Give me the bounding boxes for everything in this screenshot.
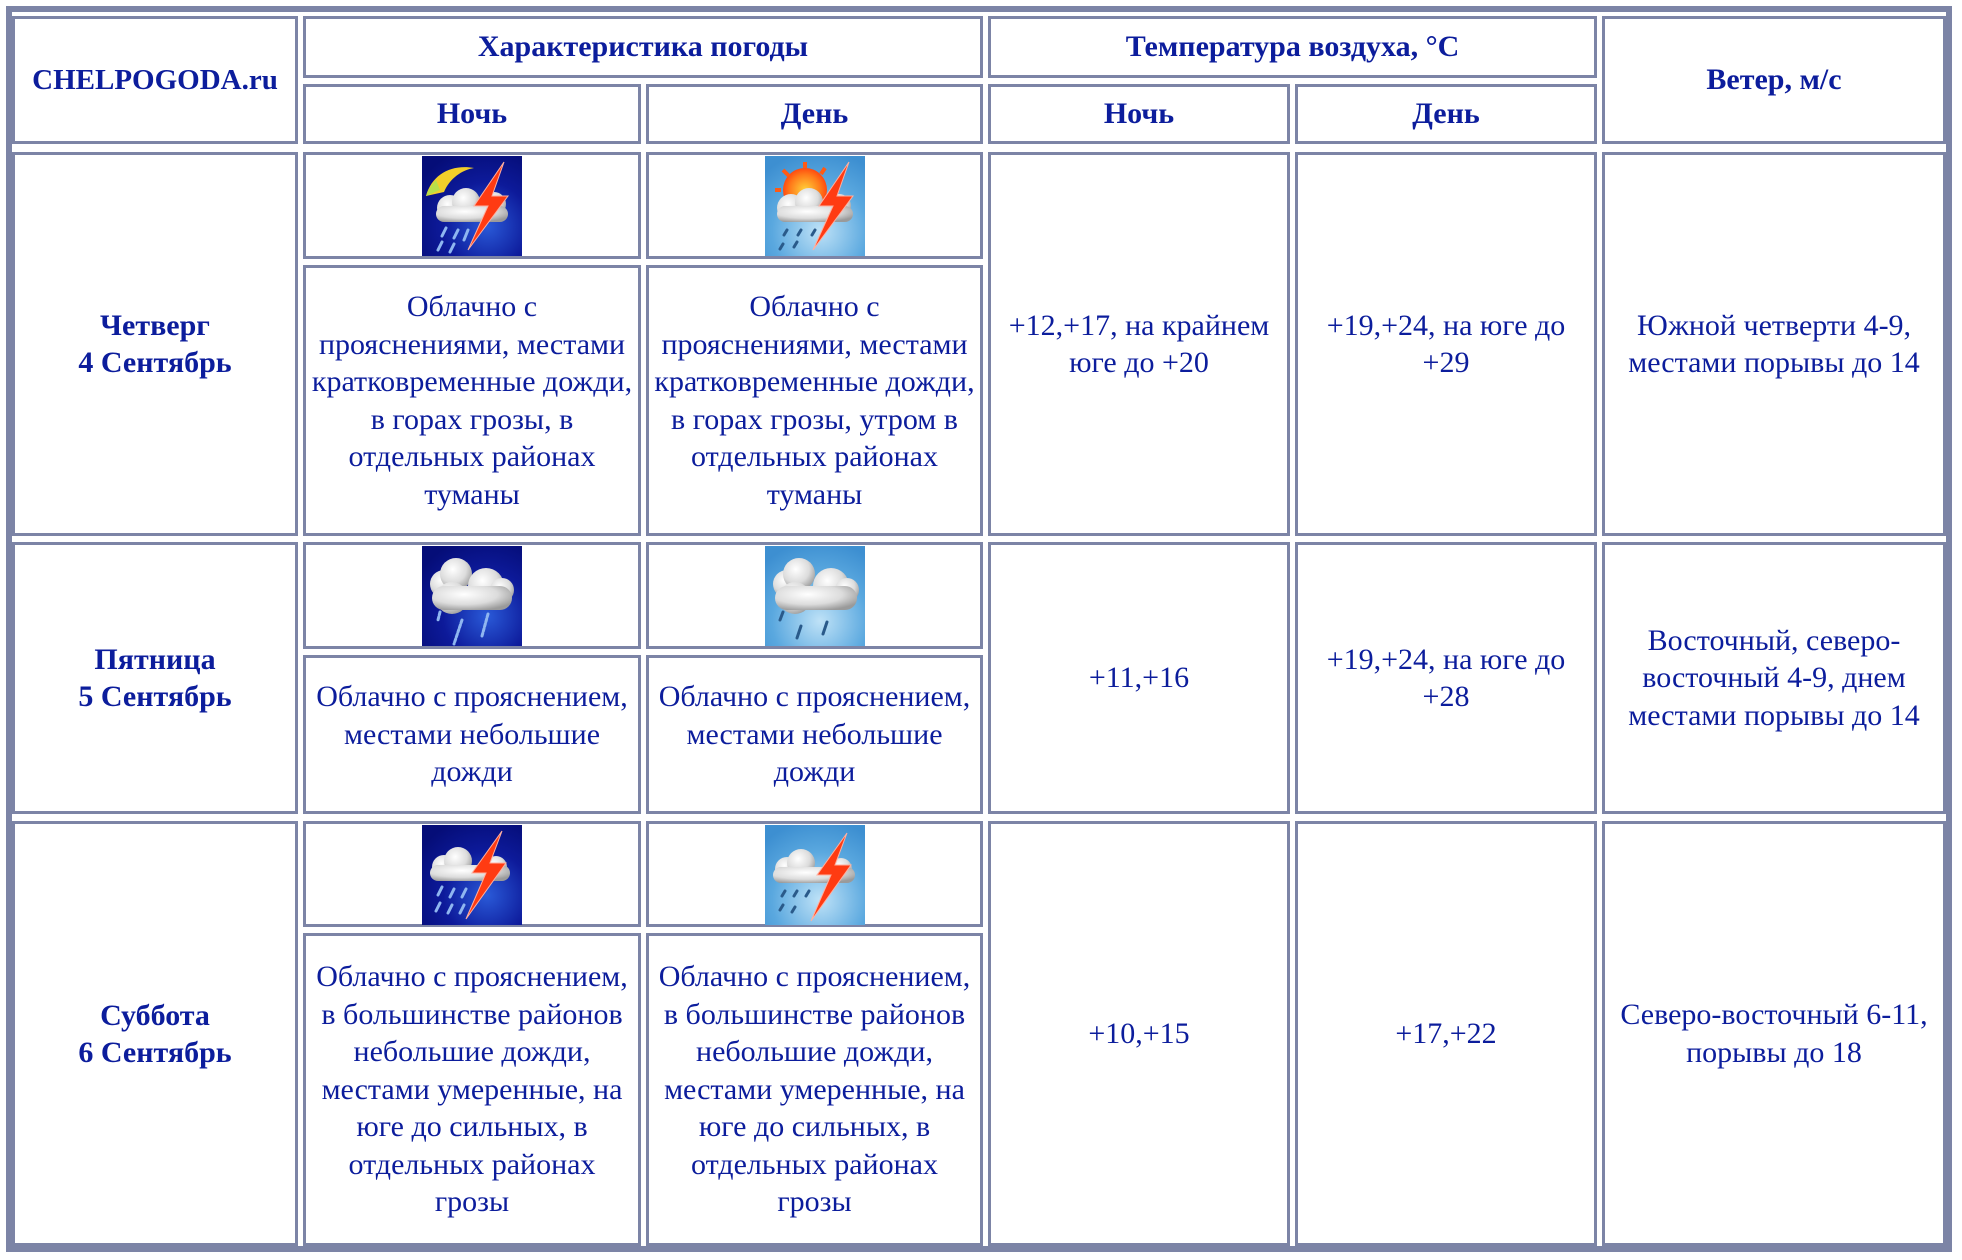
night-icon-cell <box>303 821 641 927</box>
night-description: Облачно с прояснением, в большинстве районов небольшие дожди, местами умеренные, на юге до сильных, в отдельных районах грозы <box>316 960 628 1219</box>
temp-day-cell <box>1295 542 1597 814</box>
wind-cell <box>1602 152 1946 536</box>
day-label <box>74 997 235 1071</box>
header-temp-day <box>1295 84 1597 144</box>
day-cloud-thunderstorm-icon <box>765 825 865 925</box>
header-weather-characteristics <box>303 16 983 78</box>
temp-day: +19,+24, на юге до +29 <box>1326 308 1566 379</box>
weekday: Пятница <box>94 643 216 676</box>
temp-night: +12,+17, на крайнем юге до +20 <box>1008 308 1270 379</box>
day-description-cell <box>646 265 983 536</box>
temp-day-cell <box>1295 821 1597 1246</box>
day-icon-cell <box>646 821 983 927</box>
day-label-cell <box>12 542 298 814</box>
night-description: Облачно с прояснениями, местами кратковременные дожди, в горах грозы, в отдельных районах туманы <box>311 290 633 511</box>
header-temp-night <box>988 84 1290 144</box>
wind: Северо-восточный 6-11, порывы до 18 <box>1620 998 1928 1069</box>
night-description-cell <box>303 655 641 814</box>
day-description-cell <box>646 933 983 1246</box>
day-description-cell <box>646 655 983 814</box>
header-wind <box>1602 16 1946 144</box>
day-label-cell <box>12 821 298 1246</box>
day-icon-cell <box>646 542 983 649</box>
brand-cell <box>12 16 298 144</box>
day-description: Облачно с прояснением, местами небольшие дожди <box>658 680 971 789</box>
day-label <box>74 641 235 715</box>
temp-night: +11,+16 <box>1088 661 1190 695</box>
wind: Восточный, северо-восточный 4-9, днем местами порывы до 14 <box>1628 623 1920 732</box>
night-cloudy-rain-icon <box>422 546 522 646</box>
header-label: Характеристика погоды <box>477 30 809 63</box>
header-label: Ветер, м/с <box>1706 63 1842 96</box>
day-icon-cell <box>646 152 983 259</box>
temp-night-cell <box>988 152 1290 536</box>
day-description: Облачно с прояснением, в большинстве районов небольшие дожди, местами умеренные, на юге до сильных, в отдельных районах грозы <box>658 960 971 1219</box>
header-weather-day <box>646 84 983 144</box>
header-label: Ночь <box>1103 97 1175 130</box>
temp-day-cell <box>1295 152 1597 536</box>
day-cloudy-rain-icon <box>765 546 865 646</box>
header-air-temperature <box>988 16 1597 78</box>
header-label: День <box>780 97 849 130</box>
temp-day: +19,+24, на юге до +28 <box>1326 642 1566 713</box>
temp-night-cell <box>988 821 1290 1246</box>
weekday: Суббота <box>100 998 210 1032</box>
temp-day: +17,+22 <box>1395 1016 1497 1050</box>
header-weather-night <box>303 84 641 144</box>
date: 4 Сентябрь <box>78 346 232 379</box>
night-icon-cell <box>303 542 641 649</box>
date: 6 Сентябрь <box>78 1035 232 1069</box>
header-label: Ночь <box>436 97 508 130</box>
wind-cell <box>1602 821 1946 1246</box>
header-label: День <box>1412 97 1480 130</box>
temp-night: +10,+15 <box>1088 1016 1190 1050</box>
wind: Южной четверти 4-9, местами порывы до 14 <box>1628 308 1920 379</box>
day-description: Облачно с прояснениями, местами кратковременные дожди, в горах грозы, утром в отдельных районах туманы <box>654 290 975 511</box>
night-description-cell <box>303 933 641 1246</box>
night-icon-cell <box>303 152 641 259</box>
temp-night-cell <box>988 542 1290 814</box>
night-description-cell <box>303 265 641 536</box>
wind-cell <box>1602 542 1946 814</box>
weekday: Четверг <box>100 309 210 342</box>
header-label: Температура воздуха, °C <box>1125 30 1460 63</box>
night-cloud-moon-thunderstorm-icon <box>422 156 522 256</box>
night-description: Облачно с прояснением, местами небольшие дожди <box>316 680 628 789</box>
day-label <box>74 307 235 381</box>
day-cloud-sun-thunderstorm-icon <box>765 156 865 256</box>
brand-name: CHELPOGODA.ru <box>32 64 278 96</box>
night-cloud-thunderstorm-icon <box>422 825 522 925</box>
day-label-cell <box>12 152 298 536</box>
date: 5 Сентябрь <box>78 680 232 713</box>
